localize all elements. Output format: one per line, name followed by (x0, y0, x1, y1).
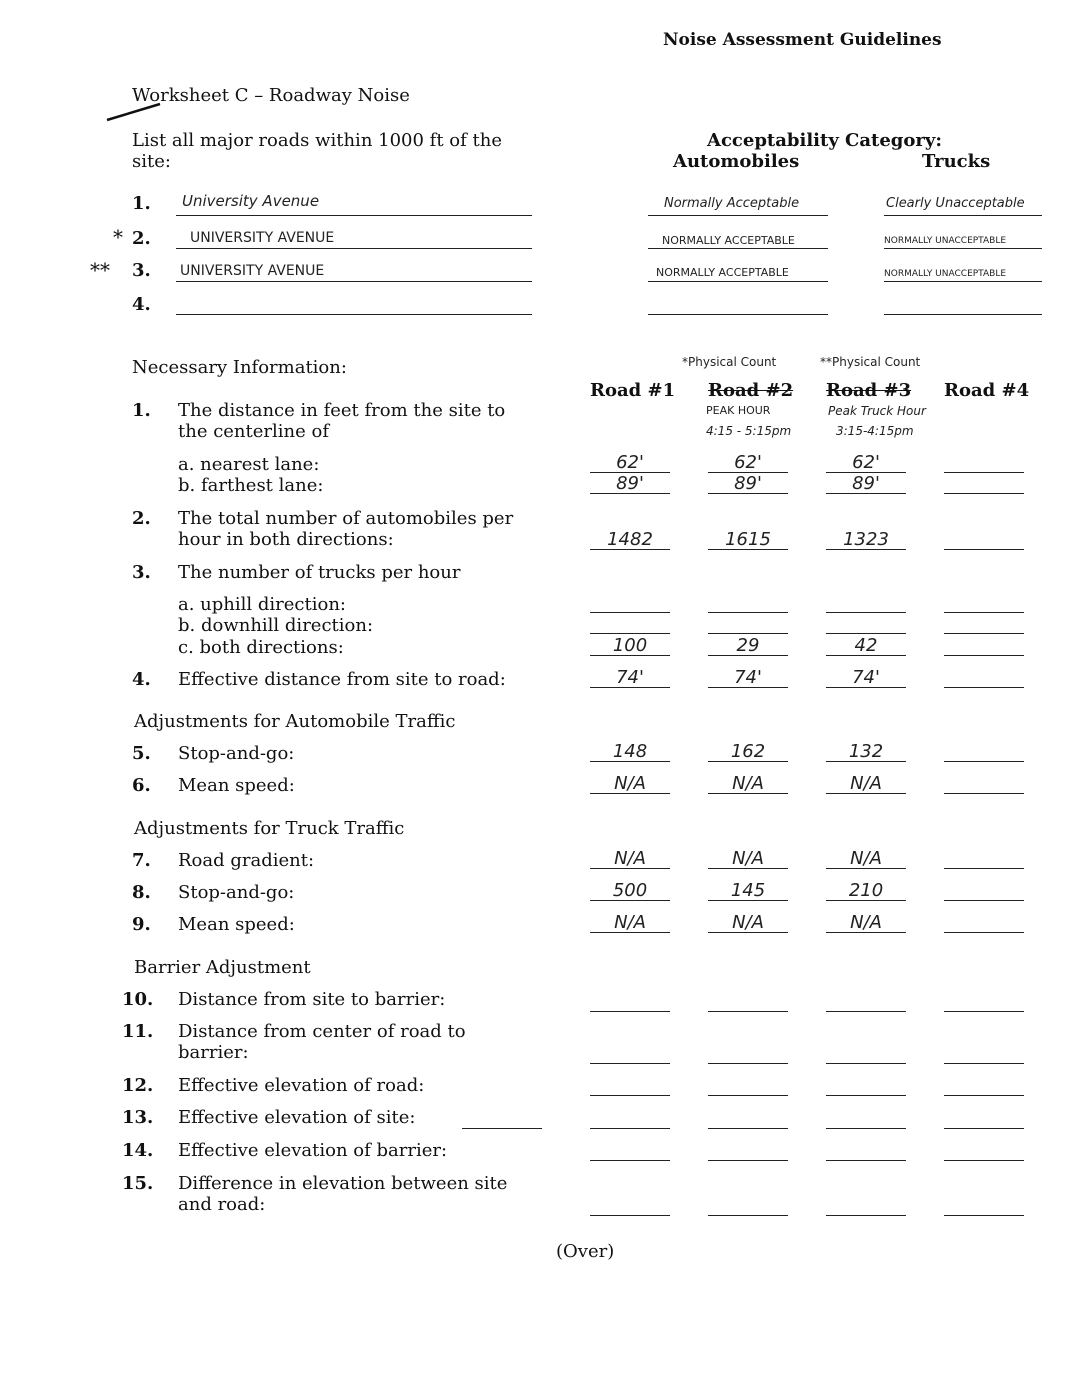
value-q4-road-3: 74' (852, 667, 880, 688)
acceptability-category-title: Acceptability Category: (707, 130, 942, 151)
q1-label-line2: the centerline of (178, 421, 329, 442)
truck-adjustments-heading: Adjustments for Truck Traffic (134, 818, 405, 839)
answer-line (708, 612, 788, 613)
pen-stroke-mark (105, 100, 165, 124)
q3-number: 3. (132, 562, 151, 583)
q14-number: 14. (122, 1140, 154, 1161)
value-q2-road-2: 1615 (725, 529, 771, 550)
q13-label: Effective elevation of site: (178, 1107, 416, 1128)
value-q4-road-2: 74' (734, 667, 762, 688)
col-road-4: Road #4 (944, 380, 1030, 401)
q14-label: Effective elevation of barrier: (178, 1140, 448, 1161)
answer-line (590, 612, 670, 613)
road3-time-note: 3:15-4:15pm (836, 424, 914, 438)
answer-line (590, 1011, 670, 1012)
answer-line (826, 1063, 906, 1064)
answer-line (708, 1063, 788, 1064)
q8-label: Stop-and-go: (178, 882, 295, 903)
worksheet-title: Worksheet C – Roadway Noise (132, 85, 410, 106)
q1a-label: a. nearest lane: (178, 454, 320, 475)
value-q7-road-1: N/A (614, 848, 646, 869)
value-q5-road-2: 162 (730, 741, 766, 762)
value-q9-road-2: N/A (732, 912, 764, 933)
answer-line (944, 687, 1024, 688)
q11-number: 11. (122, 1021, 154, 1042)
q7-number: 7. (132, 850, 151, 871)
answer-line (590, 1128, 670, 1129)
q2-label: The total number of automobiles per (178, 508, 514, 529)
answer-line (944, 493, 1024, 494)
answer-line (944, 655, 1024, 656)
answer-line (708, 1215, 788, 1216)
barrier-adjustment-heading: Barrier Adjustment (134, 957, 311, 978)
value-q1a-road-2: 62' (734, 452, 762, 473)
answer-line (944, 932, 1024, 933)
value-q8-road-1: 500 (612, 880, 648, 901)
value-q2-road-3: 1323 (843, 529, 889, 550)
q4-label: Effective distance from site to road: (178, 669, 506, 690)
answer-line (590, 1095, 670, 1096)
q11-label-line2: barrier: (178, 1042, 249, 1063)
answer-line (944, 868, 1024, 869)
q1-label: The distance in feet from the site to (178, 400, 506, 421)
q1-number: 1. (132, 400, 151, 421)
value-q4-road-1: 74' (616, 667, 644, 688)
answer-line (708, 633, 788, 634)
answer-line (826, 1215, 906, 1216)
document-header: Noise Assessment Guidelines (663, 30, 942, 50)
road-name: UNIVERSITY AVENUE (180, 263, 325, 279)
answer-line (944, 1160, 1024, 1161)
answer-line (708, 1160, 788, 1161)
value-q1a-road-1: 62' (616, 452, 644, 473)
answer-line (590, 1160, 670, 1161)
value-q1b-road-1: 89' (616, 473, 644, 494)
road-truck-category: NORMALLY UNACCEPTABLE (884, 236, 1007, 246)
value-q7-road-2: N/A (732, 848, 764, 869)
value-q9-road-1: N/A (614, 912, 646, 933)
road-number: 4. (132, 294, 151, 315)
road-auto-category: NORMALLY ACCEPTABLE (662, 234, 795, 247)
answer-line (944, 1215, 1024, 1216)
q7-label: Road gradient: (178, 850, 315, 871)
road-number: 2. (132, 228, 151, 249)
q9-number: 9. (132, 914, 151, 935)
value-q6-road-1: N/A (614, 773, 646, 794)
road3-peak-truck-note: Peak Truck Hour (828, 404, 926, 418)
q3b-label: b. downhill direction: (178, 615, 374, 636)
road-name: University Avenue (182, 192, 320, 210)
road-auto-category: Normally Acceptable (664, 196, 800, 211)
road2-peak-hour-note: PEAK HOUR (706, 404, 771, 417)
value-q6-road-3: N/A (850, 773, 882, 794)
q11-label: Distance from center of road to (178, 1021, 466, 1042)
road-marker: * (113, 225, 123, 249)
answer-line (826, 1160, 906, 1161)
value-q8-road-3: 210 (848, 880, 884, 901)
q15-number: 15. (122, 1173, 154, 1194)
answer-line (590, 633, 670, 634)
value-q1b-road-2: 89' (734, 473, 762, 494)
answer-line (590, 1215, 670, 1216)
road-truck-category: NORMALLY UNACCEPTABLE (884, 269, 1007, 279)
road-auto-category: NORMALLY ACCEPTABLE (656, 266, 789, 279)
q1b-label: b. farthest lane: (178, 475, 324, 496)
q15-label: Difference in elevation between site (178, 1173, 508, 1194)
q9-label: Mean speed: (178, 914, 295, 935)
value-q1a-road-3: 62' (852, 452, 880, 473)
answer-line (826, 1011, 906, 1012)
road3-physical-count-note: **Physical Count (820, 355, 921, 369)
roads-instruction-line2: site: (132, 151, 171, 172)
answer-line (944, 1011, 1024, 1012)
answer-line (826, 1128, 906, 1129)
value-q5-road-1: 148 (612, 741, 648, 762)
q12-number: 12. (122, 1075, 154, 1096)
answer-line (826, 612, 906, 613)
value-q7-road-3: N/A (850, 848, 882, 869)
value-q5-road-3: 132 (848, 741, 884, 762)
answer-line (826, 633, 906, 634)
value-q2-road-1: 1482 (607, 529, 653, 550)
value-q6-road-2: N/A (732, 773, 764, 794)
answer-line (944, 633, 1024, 634)
over-note: (Over) (556, 1241, 615, 1262)
answer-line (826, 1095, 906, 1096)
q6-label: Mean speed: (178, 775, 295, 796)
value-q3c-road-2: 29 (736, 635, 760, 656)
necessary-info-heading: Necessary Information: (132, 357, 347, 378)
road-name: UNIVERSITY AVENUE (190, 230, 335, 246)
q3a-label: a. uphill direction: (178, 594, 346, 615)
q2-label-line2: hour in both directions: (178, 529, 394, 550)
road2-time-note: 4:15 - 5:15pm (706, 424, 792, 438)
road-marker: ** (90, 258, 110, 282)
q5-number: 5. (132, 743, 151, 764)
road-truck-category: Clearly Unacceptable (886, 196, 1025, 211)
q2-number: 2. (132, 508, 151, 529)
auto-adjustments-heading: Adjustments for Automobile Traffic (134, 711, 456, 732)
value-q1b-road-3: 89' (852, 473, 880, 494)
value-q3c-road-1: 100 (612, 635, 648, 656)
road2-physical-count-note: *Physical Count (682, 355, 777, 369)
answer-line (590, 1063, 670, 1064)
q6-number: 6. (132, 775, 151, 796)
q4-number: 4. (132, 669, 151, 690)
answer-line (944, 549, 1024, 550)
value-q8-road-2: 145 (730, 880, 766, 901)
col-automobiles: Automobiles (673, 151, 800, 172)
answer-line (708, 1011, 788, 1012)
value-q3c-road-3: 42 (854, 635, 878, 656)
road-number: 1. (132, 193, 151, 214)
col-road-3: Road #3 (826, 380, 912, 401)
answer-line (708, 1095, 788, 1096)
answer-line (944, 1095, 1024, 1096)
q5-label: Stop-and-go: (178, 743, 295, 764)
value-q9-road-3: N/A (850, 912, 882, 933)
roads-instruction: List all major roads within 1000 ft of the (132, 130, 502, 151)
q10-number: 10. (122, 989, 154, 1010)
q8-number: 8. (132, 882, 151, 903)
q3c-label: c. both directions: (178, 637, 344, 658)
col-trucks: Trucks (922, 151, 991, 172)
answer-line (944, 472, 1024, 473)
answer-line (944, 1063, 1024, 1064)
q12-label: Effective elevation of road: (178, 1075, 425, 1096)
answer-line (708, 1128, 788, 1129)
col-road-2: Road #2 (708, 380, 794, 401)
q15-label-line2: and road: (178, 1194, 266, 1215)
col-road-1: Road #1 (590, 380, 676, 401)
road-number: 3. (132, 260, 151, 281)
q13-number: 13. (122, 1107, 154, 1128)
answer-line (944, 1128, 1024, 1129)
q3-label: The number of trucks per hour (178, 562, 461, 583)
q10-label: Distance from site to barrier: (178, 989, 446, 1010)
answer-line (944, 900, 1024, 901)
answer-line (944, 793, 1024, 794)
answer-line (944, 761, 1024, 762)
answer-line (944, 612, 1024, 613)
